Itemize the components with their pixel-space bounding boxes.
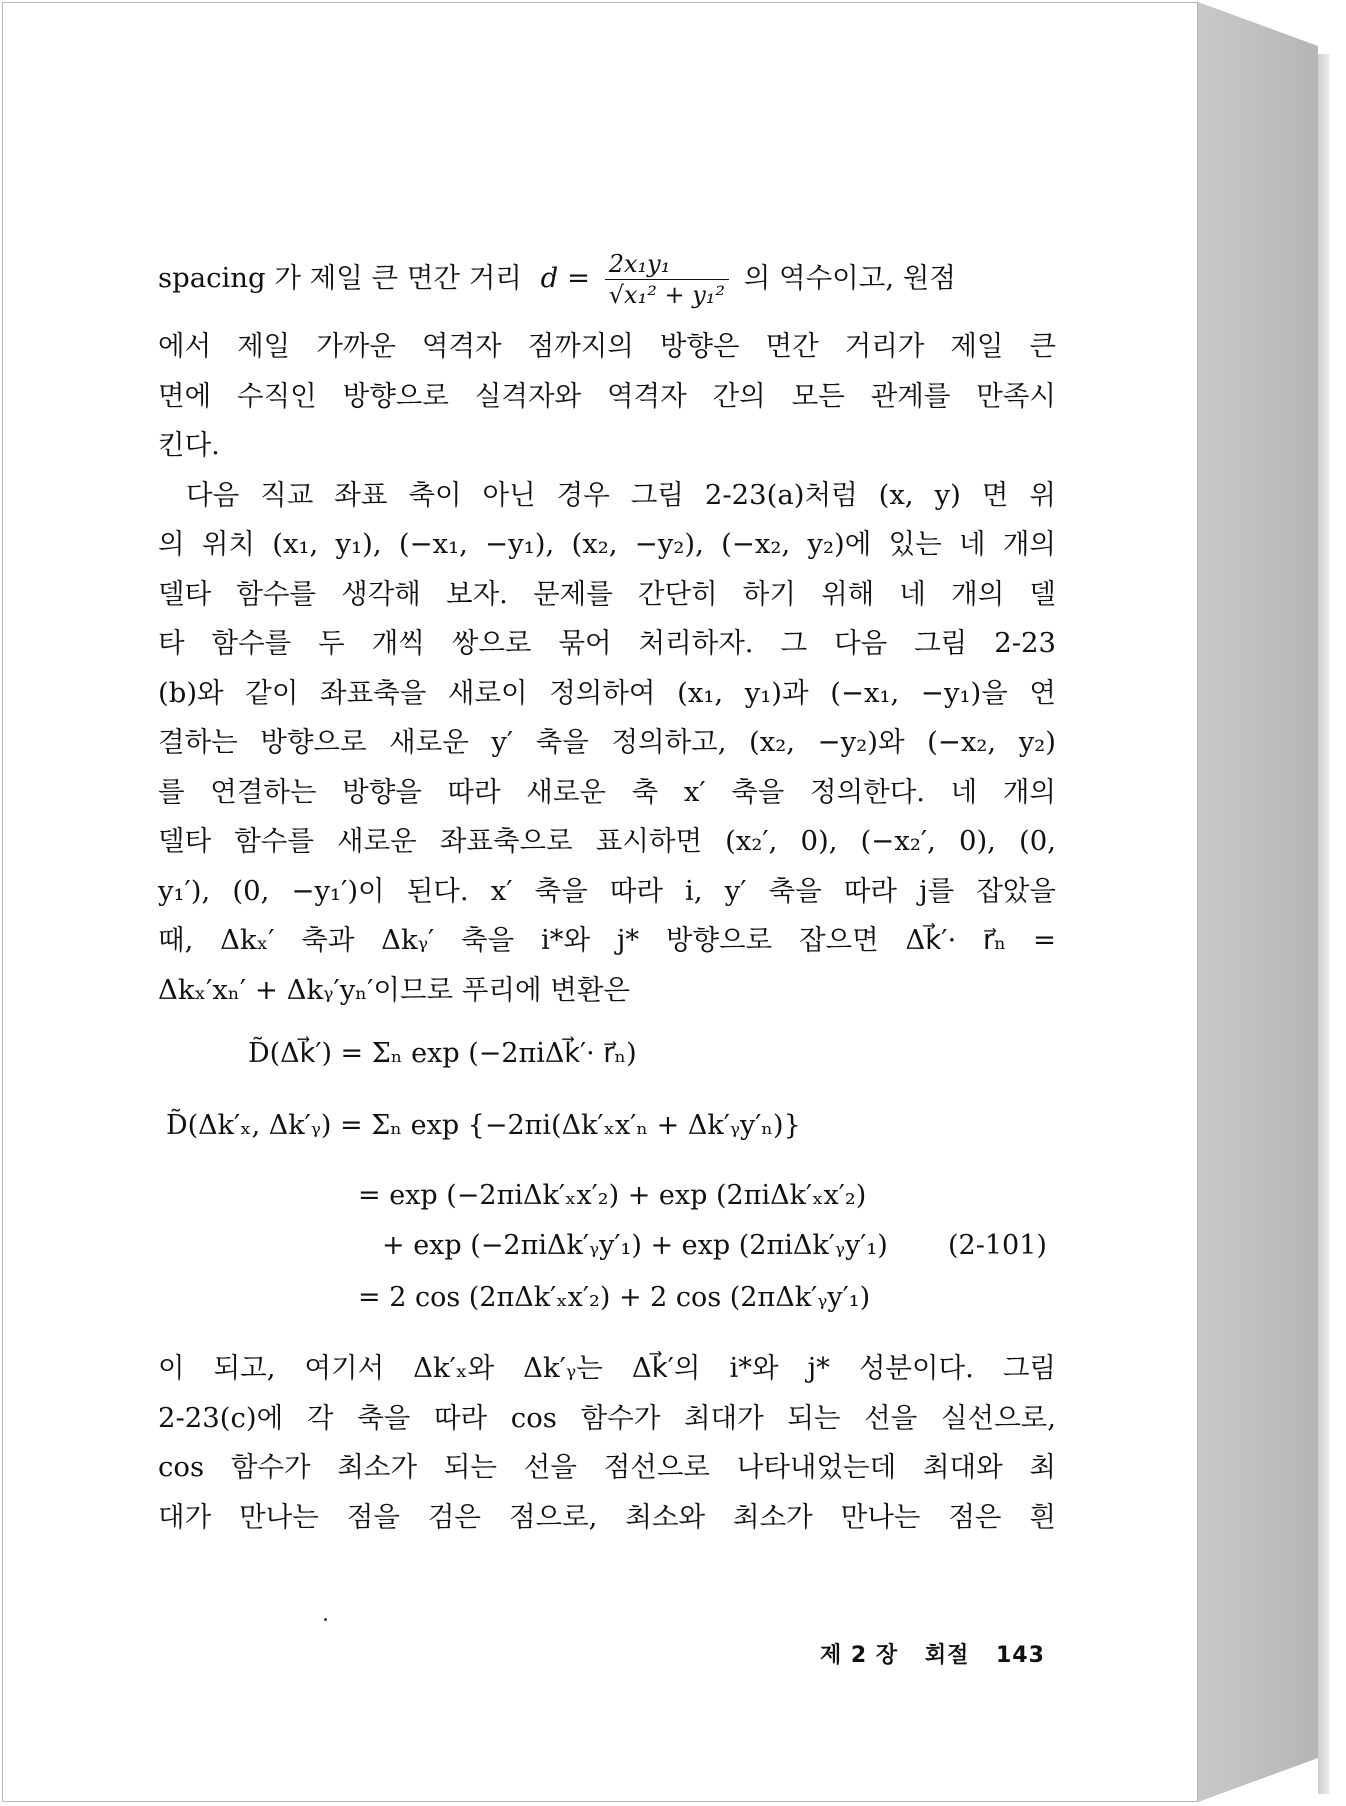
paragraph-3-line-1: 이 되고, 여기서 Δk′ₓ와 Δk′ᵧ는 Δk⃗′의 i*와 j* 성분이다. 그림: [158, 1352, 1056, 1384]
equation-4: + exp (−2πiΔk′ᵧy′₁) + exp (2πiΔk′ᵧy′₁): [382, 1230, 888, 1261]
paragraph-1: [158, 248, 1056, 1015]
formula-lhs: d =: [540, 262, 590, 294]
paragraph-2-line-5: (b)와 같이 좌표축을 새로이 정의하여 (x₁, y₁)과 (−x₁, −y₁)을 연: [158, 676, 1056, 709]
line-1-after-text: 의 역수이고, 원점: [743, 262, 956, 294]
book-edge: [1198, 2, 1318, 1802]
paragraph-2-line-8: 델타 함수를 새로운 좌표축으로 표시하면 (x₂′, 0), (−x₂′, 0), (0,: [158, 825, 1056, 857]
equation-1: D̃(Δk⃗′) = Σₙ exp (−2πiΔk⃗′· r⃗ₙ): [248, 1038, 637, 1069]
line-1-text: spacing 가 제일 큰 면간 거리: [158, 262, 522, 294]
page-footer: [820, 1638, 1045, 1669]
paragraph-2-line-1: 다음 직교 좌표 축이 아닌 경우 그림 2-23(a)처럼 (x, y) 면 위: [186, 478, 1056, 511]
equation-3: = exp (−2πiΔk′ₓx′₂) + exp (2πiΔk′ₓx′₂): [358, 1180, 867, 1211]
equation-number: (2-101): [948, 1230, 1047, 1261]
paragraph-3-line-2: 2-23(c)에 각 축을 따라 cos 함수가 최대가 되는 선을 실선으로,: [158, 1401, 1056, 1434]
equation-5: = 2 cos (2πΔk′ₓx′₂) + 2 cos (2πΔk′ᵧy′₁): [358, 1282, 871, 1313]
paragraph-1-line-3: 면에 수직인 방향으로 실격자와 역격자 간의 모든 관계를 만족시: [158, 379, 1056, 412]
fraction-numerator: 2x₁y₁: [605, 249, 729, 280]
paragraph-3: [158, 1344, 1056, 1542]
paragraph-2-line-7: 를 연결하는 방향을 따라 새로운 축 x′ 축을 정의한다. 네 개의: [158, 775, 1056, 808]
paragraph-2-line-9: y₁′), (0, −y₁′)이 된다. x′ 축을 따라 i, y′ 축을 따라 j를 잡았을: [158, 874, 1056, 907]
paragraph-2-line-3: 델타 함수를 생각해 보자. 문제를 간단히 하기 위해 네 개의 델: [158, 577, 1056, 610]
chapter-label: 제 2 장: [820, 1643, 899, 1668]
paragraph-3-line-4: 대가 만나는 점을 검은 점으로, 최소와 최소가 만나는 점은 흰: [158, 1500, 1056, 1533]
paragraph-2-line-2: 의 위치 (x₁, y₁), (−x₁, −y₁), (x₂, −y₂), (−x₂, y₂)에 있는 네 개의: [158, 528, 1056, 560]
paragraph-2-line-11: Δkₓ′xₙ′ + Δkᵧ′yₙ′이므로 푸리에 변환은: [158, 973, 630, 1006]
equation-2: D̃(Δk′ₓ, Δk′ᵧ) = Σₙ exp {−2πi(Δk′ₓx′ₙ + Δk′ᵧy′ₙ)}: [166, 1110, 801, 1141]
paragraph-2-line-4: 타 함수를 두 개씩 쌍으로 묶어 처리하자. 그 다음 그림 2-23: [158, 627, 1056, 659]
fraction-denominator: √x₁² + y₁²: [608, 281, 725, 309]
print-speck: [324, 1618, 327, 1621]
paragraph-2-line-6: 결하는 방향으로 새로운 y′ 축을 정의하고, (x₂, −y₂)와 (−x₂, y₂): [158, 726, 1056, 758]
paragraph-2-line-10: 때, Δkₓ′ 축과 Δkᵧ′ 축을 i*와 j* 방향으로 잡으면 Δk⃗′· r⃗ₙ =: [158, 924, 1056, 956]
paragraph-3-line-3: cos 함수가 최소가 되는 선을 점선으로 나타내었는데 최대와 최: [158, 1451, 1056, 1483]
paragraph-1-line-2: 에서 제일 가까운 역격자 점까지의 방향은 면간 거리가 제일 큰: [158, 330, 1056, 362]
paragraph-1-line-1: [158, 248, 1056, 322]
chapter-title: 회절: [924, 1643, 970, 1668]
paragraph-1-line-4: 킨다.: [158, 429, 220, 461]
book-edge-shadow: [1318, 54, 1330, 1794]
page-number: 143: [996, 1643, 1045, 1668]
spacing-fraction: [605, 249, 729, 310]
